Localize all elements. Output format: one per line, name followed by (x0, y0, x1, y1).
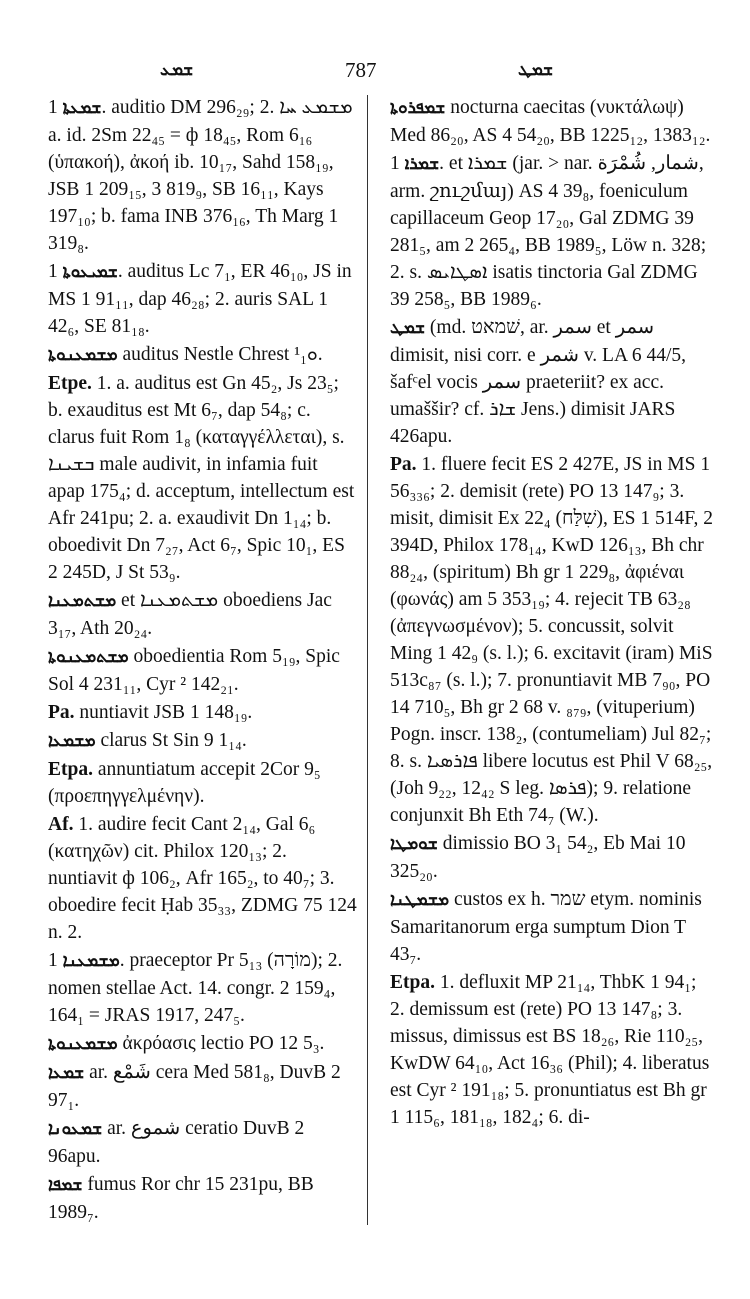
entry-headword: Etpa. (48, 759, 93, 780)
entry-text: ar. شَمْع cera Med 581₈, DuvB 2 97₁. (48, 1062, 341, 1111)
entry-headword: Pa. (48, 702, 75, 723)
dictionary-entry (48, 587, 358, 642)
entry-text: nuntiavit JSB 1 148₁₉. (79, 702, 253, 723)
dictionary-entry (48, 94, 358, 257)
dictionary-entry (48, 811, 358, 946)
entry-text: ἀκρόασις lectio PO 12 5₃. (122, 1033, 325, 1054)
entry-text: oboedientia Rom 5₁₉, Spic Sol 4 231₁₁, Cyr ² 142₂₁. (48, 646, 340, 695)
entry-text: 1. et ܫܡܪܐ (jar. > nar. شمار, شُمْرَة, arm. շուշմայ) AS 4 39₈, foeniculum capillaceum Geop 17₂₀, Gal ZDMG 39 281₅, am 2 265₄, BB 1989₅, Löw n. 328; 2. s. ܐܣܛܐܝܣ isatis tinctoria Gal ZDMG 39 258₅, BB 1989₆. (390, 153, 707, 310)
dictionary-entry (48, 947, 358, 1029)
entry-headword: ܡܫܡܥܐ (48, 731, 96, 751)
entry-headword: ܫܡܝܥܘܬܐ (62, 262, 118, 282)
entry-headword: ܡܫܬܡܥܢܘܬܐ (48, 647, 129, 667)
dictionary-entry (48, 727, 358, 755)
entry-text: annuntiatum accepit 2Cor 9₅ (προεπηγγελμένην). (48, 759, 321, 807)
entry-headword: ܡܫܡܥܢܐ (62, 951, 120, 971)
entry-headword: Af. (48, 814, 74, 835)
dictionary-entry (48, 756, 358, 810)
dictionary-entry (390, 150, 715, 313)
entry-text: 1. auditus Lc 7₁, ER 46₁₀, JS in MS 1 91₁₁, dap 46₂₈; 2. auris SAL 1 42₆, SE 81₁₈. (48, 261, 352, 337)
entry-text: (md. שׁמאט, ar. سمر et سمر dimisit, nisi corr. e شمر v. LA 6 44/5, šafᶜel vocis سمر praeteriit? ex acc. umaššir? cf. ܫܐܪ Jens.) dimisit JARS 426apu. (390, 317, 687, 447)
right-column (390, 94, 715, 1132)
entry-text: fumus Ror chr 15 231pu, BB 1989₇. (48, 1174, 314, 1223)
entry-headword: ܫܡܛ (390, 318, 426, 338)
entry-text: clarus St Sin 9 1₁₄. (100, 730, 247, 751)
entry-headword: ܫܡܥܘܢܐ (48, 1119, 103, 1139)
dictionary-entry (390, 314, 715, 450)
dictionary-entry (48, 643, 358, 698)
entry-text: 1. auditio DM 296₂₉; 2. ܡܫܡܥ ܚܐ a. id. 2Sm 22₄₅ = ф 18₄₅, Rom 6₁₆ (ὑπακοή), ἀκοή ib. 10₁₇, Sahd 158₁₉, JSB 1 209₁₅, 3 819₉, SB 16₁₁, Kays 197₁₀; b. fama INB 376₁₆, Th Marg 1 319₈. (48, 97, 353, 254)
dictionary-entry (390, 969, 715, 1131)
column-divider (367, 95, 368, 1225)
entry-text: 1. a. auditus est Gn 45₂, Js 23₅; b. exauditus est Mt 6₇, dap 54₈; c. clarus fuit Rom 1₈ (καταγγέλλεται), s. ܒܫܝܢܐ male audivit, in infamia fuit apap 175₄; d. acceptum, intellectum est Afr 241pu; 2. a. exaudivit Dn 1₁₄; b. oboedivit Dn 7₂₇, Act 6₇, Spic 10₁, ES 2 245D, J St 53₉. (48, 373, 355, 583)
entry-text: 1. praeceptor Pr 5₁₃ (מוֹרָה); 2. nomen stellae Act. 14. congr. 2 159₄, 164₁ = JRAS 1917, 247₅. (48, 950, 343, 1026)
dictionary-entry (48, 258, 358, 340)
entry-headword: ܡܫܡܥܢܘܬܐ (48, 1034, 118, 1054)
entry-headword: ܫܡܥܬܐ (62, 98, 102, 118)
entry-headword: ܡܫܡܥܢܘܬܐ (48, 345, 118, 365)
entry-headword: ܡܫܬܡܥܢܐ (48, 591, 117, 611)
dictionary-entry (48, 1115, 358, 1170)
entry-headword: ܫܡܦܐ (48, 1175, 83, 1195)
running-head-left: ܫܡܥ (160, 60, 194, 80)
entry-text: nocturna caecitas (νυκτάλωψ) Med 86₂₀, AS 4 54₂₀, BB 1225₁₂, 1383₁₂. (390, 97, 711, 146)
running-head-right: ܫܡܛ (518, 60, 554, 80)
entry-text: auditus Nestle Chrest ¹ܘ₁. (122, 344, 323, 365)
entry-headword: ܡܫܡܛܢܐ (390, 890, 450, 910)
entry-headword: Etpa. (390, 972, 435, 993)
dictionary-entry (48, 1171, 358, 1226)
entry-text: et ܡܫܬܡܥܢܐ oboediens Jac 3₁₇, Ath 20₂₄. (48, 590, 332, 639)
dictionary-entry (48, 1059, 358, 1114)
dictionary-entry (48, 341, 358, 369)
entry-text: custos ex h. שמר etym. nominis Samaritanorum erga sumptum Dion T 43₇. (390, 889, 702, 965)
dictionary-entry (390, 94, 715, 149)
page-header (0, 58, 750, 88)
entry-headword: ܫܡܥܐ (48, 1063, 85, 1083)
dictionary-entry (48, 370, 358, 586)
page-number: 787 (345, 58, 377, 82)
entry-headword: Etpe. (48, 373, 92, 394)
dictionary-entry (390, 451, 715, 829)
left-column (48, 94, 358, 1227)
dictionary-entry (48, 699, 358, 726)
entry-text: 1. audire fecit Cant 2₁₄, Gal 6₆ (κατηχῶν) cit. Philox 120₁₃; 2. nuntiavit ф 106₂, Afr 165₂, to 40₇; 3. oboedire fecit Ḥab 35₃₃, ZDMG 75 124 n. 2. (48, 814, 357, 943)
entry-text: ar. شموع ceratio DuvB 2 96apu. (48, 1118, 305, 1167)
entry-headword: ܫܡܪܐ (404, 154, 440, 174)
dictionary-entry (390, 886, 715, 968)
entry-headword: Pa. (390, 454, 417, 475)
entry-text: dimissio BO 3₁ 54₂, Eb Mai 10 325₂₀. (390, 833, 686, 882)
entry-headword: ܫܘܡܛܐ (390, 834, 438, 854)
entry-text: 1. defluxit MP 21₁₄, ThbK 1 94₁; 2. demissum est (rete) PO 13 147₈; 3. missus, dimissus est BS 18₂₆, Rie 110₂₅, KwDW 64₁₀, Act 16₃₆ (Phil); 4. liberatus est Cyr ² 191₁₈; 5. pronuntiatus est Bh gr 1 115₆, 181₁₈, 182₄; 6. di- (390, 972, 710, 1128)
dictionary-entry (390, 830, 715, 885)
entry-headword: ܫܡܦܪܘܬܐ (390, 98, 446, 118)
entry-text: 1. fluere fecit ES 2 427E, JS in MS 1 56₃₃₆; 2. demisit (rete) PO 13 147₉; 3. misit, dimisit Ex 22₄ (שִׁלַּח), ES 1 514F, 2 394D, Philox 178₁₄, KwD 126₁₃, Bh chr 88₂₄, (spiritum) Bh gr 1 229₈, ἀφιέναι (φωνάς) am 5 353₁₉; 4. rejecit TB 63₂₈ (ἀπεγνωσμένον); 5. concussit, solvit Ming 1 42₉ (s. l.); 6. excitavit (iram) MiS 513c₈₇ (s. l.); 7. pronuntiavit MB 7₉₀, PO 14 710₅, Bh gr 2 68 v. ₈₇₉, (vituperium) Pogn. inscr. 138₂, (contumeliam) Jul 82₇; 8. s. ܦܐܪܣܝܐ libere locutus est Phil V 68₂₅, (Joh 9₂₂, 12₄₂ S leg. ܦܪܣܐ); 9. relatione conjunxit Bh Eth 74₇ (W.). (390, 454, 714, 826)
dictionary-entry (48, 1030, 358, 1058)
